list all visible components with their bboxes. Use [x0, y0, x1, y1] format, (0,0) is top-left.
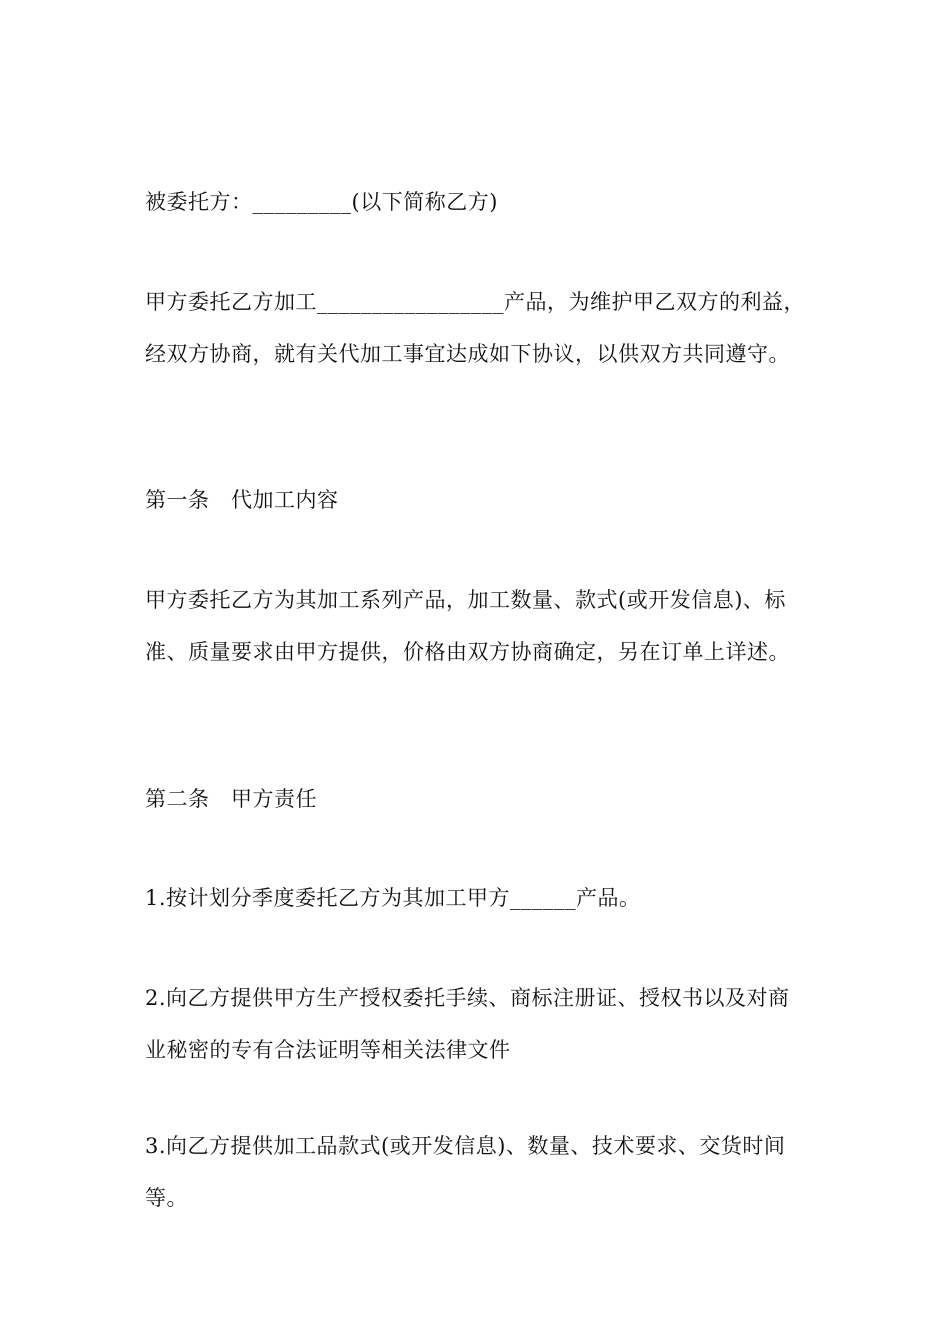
article-1-heading: 第一条 代加工内容	[145, 488, 339, 512]
article-2-item-2: 2.向乙方提供甲方生产授权委托手续、商标注册证、授权书以及对商业秘密的专有合法证明等相关法律文件	[145, 986, 790, 1062]
article-1-content: 甲方委托乙方为其加工系列产品，加工数量、款式(或开发信息)、标准、质量要求由甲方提供，价格由双方协商确定，另在订单上详述。	[145, 588, 790, 664]
article-2-item-3: 3.向乙方提供加工品款式(或开发信息)、数量、技术要求、交货时间等。	[145, 1134, 786, 1210]
entrusted-party-line: 被委托方：_________(以下简称乙方)	[145, 190, 498, 214]
article-2-item-1: 1.按计划分季度委托乙方为其加工甲方______产品。	[145, 886, 641, 910]
article-2-heading: 第二条 甲方责任	[145, 787, 317, 811]
preamble-paragraph: 甲方委托乙方加工_________________产品，为维护甲乙双方的利益，经双方协商，就有关代加工事宜达成如下协议，以供双方共同遵守。	[145, 290, 805, 366]
